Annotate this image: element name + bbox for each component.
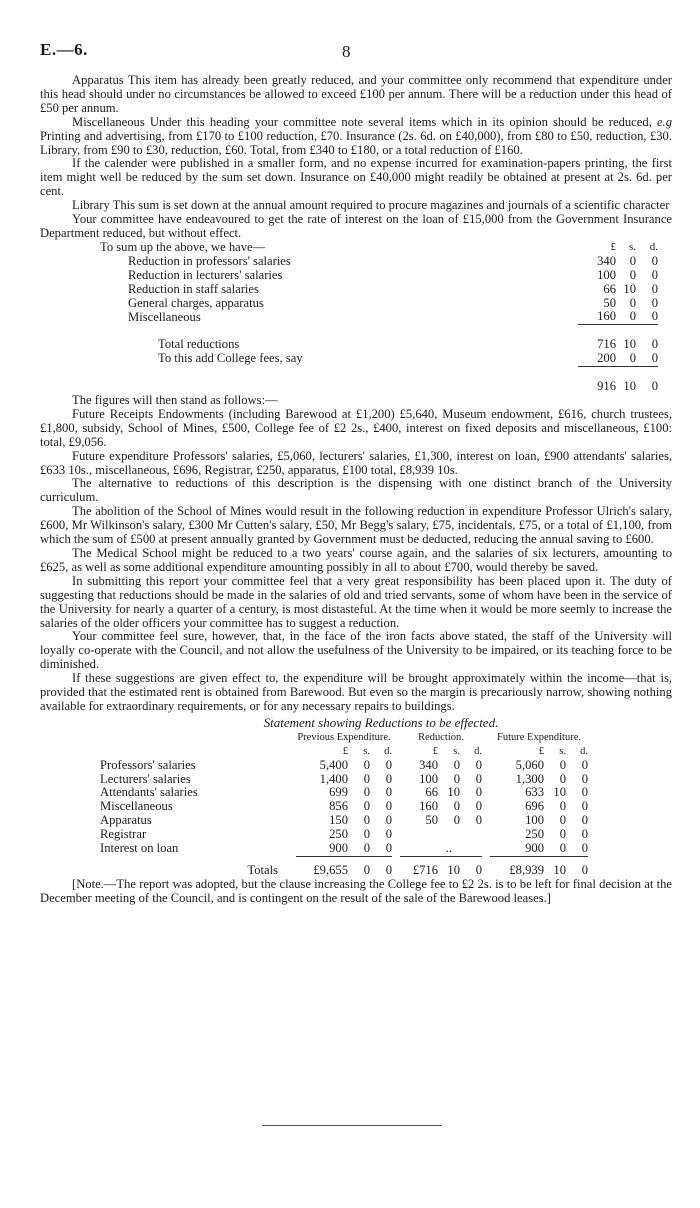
prev-pence: 0 [385, 757, 392, 772]
summary-header-row [100, 241, 658, 255]
red-shillings: 0 [453, 771, 460, 786]
unit-shillings: s. [628, 240, 636, 253]
fut-shillings: 0 [559, 771, 566, 786]
fut-pounds: 250 [525, 827, 544, 842]
red-pence: 0 [475, 757, 482, 772]
prev-pence: 0 [385, 771, 392, 786]
unit-shillings: s. [453, 745, 460, 757]
summary-shillings: 0 [629, 253, 636, 268]
fut-pounds: 900 [490, 842, 544, 856]
summary-pence: 0 [651, 337, 658, 352]
statement-rows [100, 759, 588, 857]
summary-label: Miscellaneous [128, 309, 201, 324]
fut-pence: 0 [566, 842, 588, 856]
paragraph-library [40, 199, 672, 213]
fut-pounds: 5,060 [515, 757, 544, 772]
red-pence: 0 [475, 799, 482, 814]
paragraph-lead: Future Receipts [72, 406, 154, 421]
prev-pounds: 900 [296, 842, 348, 856]
summary-pounds: 50 [603, 295, 616, 310]
paragraph-suggestions: If these suggestions are given effect to, the expenditure will be brought approximately within the income—that is, provided that the estimated rent is obtained from Barewood. But even so the margin is precariously narrow, showing nothing available for extraordinary requirements, or for any necessary repairs to buildings. [40, 671, 672, 713]
red-shillings: .. [438, 842, 460, 856]
fut-shillings: 0 [559, 827, 566, 842]
red-pounds: 340 [419, 757, 438, 772]
prev-shillings: 0 [363, 827, 370, 842]
paragraph-apparatus [40, 74, 672, 116]
summary-shillings: 10 [623, 337, 636, 352]
red-pence: 0 [475, 785, 482, 800]
paragraph-figures: The figures will then stand as follows:— [72, 393, 278, 408]
summary-row [100, 255, 658, 269]
col-header-future: Future Expenditure. [497, 731, 581, 743]
paragraph-lead: Library [72, 198, 110, 213]
statement-column-headers [100, 731, 588, 745]
summary-pounds: 66 [603, 281, 616, 296]
statement-row [100, 800, 588, 814]
red-shillings: 0 [453, 813, 460, 828]
prev-pence: 0 [385, 799, 392, 814]
paragraph-lead: Future expenditure [72, 448, 169, 463]
paragraph-future-expenditure [40, 450, 672, 478]
paragraph-alternative: The alternative to reductions of this description is the dispensing with one distinct branch of the University curriculum. [40, 476, 672, 505]
series-code: E.—6. [40, 40, 88, 59]
summary-pence: 0 [651, 267, 658, 282]
paragraph-interest: Your committee have endeavoured to get the rate of interest on the loan of £15,000 from the Government Insurance Department reduced, but without effect. [40, 212, 672, 240]
summary-label: Reduction in lecturers' salaries [128, 267, 283, 282]
summary-row [100, 269, 658, 283]
prev-pence: 0 [370, 842, 392, 856]
red-pounds [400, 842, 438, 856]
paragraph-school-of-mines: The abolition of the School of Mines would result in the following reduction in expenditure Professor Ulrich's salary, £600, Mr Wilkinson's salary, £300 Mr Cutten's salary, £50, Mr Begg's salary, £75, incidentals, £75, or a total of £1,100, from which the sum of £500 at present annually granted by Government must be deducted, reducing the annual saving to £600. [40, 504, 672, 547]
fut-pounds: 633 [525, 785, 544, 800]
red-pounds: 160 [419, 799, 438, 814]
prev-shillings: 0 [363, 757, 370, 772]
prev-pounds: 5,400 [319, 757, 348, 772]
statement-row-label: Interest on loan [100, 841, 179, 856]
summary-total-label: Total reductions [158, 337, 240, 352]
statement-row-label: Lecturers' salaries [100, 771, 191, 786]
end-rule [262, 1125, 442, 1126]
paragraph-future-receipts [40, 408, 672, 450]
fut-shillings: 0 [559, 799, 566, 814]
red-shillings: 0 [453, 757, 460, 772]
totals-fut-pence: 0 [581, 862, 588, 877]
unit-pounds: £ [432, 745, 438, 757]
red-shillings: 10 [447, 785, 460, 800]
fut-pounds: 100 [525, 813, 544, 828]
prev-pounds: 250 [329, 827, 348, 842]
unit-shillings: s. [363, 745, 370, 757]
unit-pence: d. [580, 745, 588, 757]
summary-table [100, 241, 658, 394]
red-pounds [400, 828, 438, 842]
fut-pounds: 1,300 [515, 771, 544, 786]
prev-pounds: 150 [329, 813, 348, 828]
unit-shillings: s. [559, 745, 566, 757]
prev-pounds: 856 [329, 799, 348, 814]
paragraph-medical-school: The Medical School might be reduced to a two years' course again, and the salaries of six lecturers, amounting to £625, as well as some additional expenditure amounting possibly in all to about £700, would thereby be saved. [40, 546, 672, 574]
report-body [40, 74, 672, 906]
totals-fut-shillings: 10 [553, 862, 566, 877]
grand-shillings: 10 [623, 379, 636, 394]
unit-pence: d. [474, 745, 482, 757]
statement-row-label: Miscellaneous [100, 799, 173, 814]
paragraph-miscellaneous [40, 116, 672, 158]
red-shillings [438, 828, 460, 842]
statement-totals-row [100, 864, 588, 878]
col-header-previous: Previous Expenditure. [297, 731, 391, 743]
paragraph-staff-cooperation: Your committee feel sure, however, that, in the face of the iron facts above stated, the staff of the University will loyally co-operate with the Council, and not allow the usefulness of the University to be impaired, or its teaching force to be diminished. [40, 629, 672, 672]
totals-prev-pounds: £9,655 [313, 862, 348, 877]
summary-pounds: 340 [597, 253, 616, 268]
fut-shillings: 0 [559, 813, 566, 828]
fut-pounds: 696 [525, 799, 544, 814]
eg-abbrev: e.g [656, 114, 672, 129]
totals-red-pounds: £716 [412, 862, 438, 877]
totals-prev-pence: 0 [385, 862, 392, 877]
paragraph-text: Endowments (including Barewood at £1,200) £5,640, Museum endowment, £616, church trustees, £1,800, subsidy, School of Mines, £500, College fee of £2 2s., £400, interest on fixed deposits and miscellaneous, £100: total, £9,056. [40, 406, 672, 449]
summary-label: General charges, apparatus [128, 295, 264, 310]
paragraph-calender: If the calender were published in a smaller form, and no expense incurred for examination-papers printing, the first item might well be reduced by the sum set down. Insurance on £40,000 might readily be obtained at present at 2s. 6d. per cent. [40, 156, 672, 199]
statement-row-label: Registrar [100, 827, 147, 842]
summary-total-label: To this add College fees, say [158, 351, 303, 366]
spacer-row [100, 367, 658, 381]
summary-total-row [100, 352, 658, 366]
totals-fut-pounds: £8,939 [509, 862, 544, 877]
fut-shillings: 10 [553, 785, 566, 800]
summary-row [100, 297, 658, 311]
statement-row [100, 814, 588, 828]
summary-pence: 0 [636, 352, 658, 366]
totals-prev-shillings: 0 [363, 862, 370, 877]
grand-pence: 0 [651, 379, 658, 394]
paragraph-lead: Miscellaneous [72, 114, 145, 129]
prev-pence: 0 [385, 785, 392, 800]
unit-pence: d. [384, 745, 392, 757]
fut-shillings: 0 [544, 842, 566, 856]
red-pence: 0 [475, 771, 482, 786]
paragraph-text: This item has already been greatly reduced, and your committee only recommend that expenditure under this head should under no circumstances be allowed to exceed £100 per annum. There will be a reduction under this head of £50 per annum. [40, 73, 672, 115]
prev-pounds: 1,400 [319, 771, 348, 786]
statement-row-label: Attendants' salaries [100, 785, 198, 800]
summary-pence: 0 [651, 253, 658, 268]
red-pence [460, 842, 482, 856]
summary-label: Reduction in professors' salaries [128, 253, 291, 268]
totals-red-shillings: 10 [447, 862, 460, 877]
statement-row [100, 842, 588, 856]
red-pounds: 66 [425, 785, 438, 800]
statement-row-label: Professors' salaries [100, 757, 196, 772]
summary-pence: 0 [636, 310, 658, 324]
fut-pence: 0 [581, 785, 588, 800]
summary-label: Reduction in staff salaries [128, 281, 259, 296]
paragraph-text: This sum is set down at the annual amount required to procure magazines and journals of a scientific character [109, 198, 670, 213]
fut-pence: 0 [581, 771, 588, 786]
prev-shillings: 0 [363, 785, 370, 800]
summary-shillings: 0 [629, 295, 636, 310]
prev-pence: 0 [385, 827, 392, 842]
prev-shillings: 0 [363, 799, 370, 814]
summary-row [100, 283, 658, 297]
summary-pence: 0 [651, 281, 658, 296]
statement-title: Statement showing Reductions to be effected. [263, 714, 499, 730]
paragraph-text: Printing and advertising, from £170 to £100 reduction, £70. Insurance (2s. 6d. on £40,000), from £80 to £50, reduction, £30. Library, from £90 to £30, reduction, £60. Total, from £340 to £180, or a total reduction of £160. [40, 128, 672, 157]
unit-pounds: £ [342, 745, 348, 757]
statement-table [100, 731, 588, 878]
prev-pounds: 699 [329, 785, 348, 800]
summary-pence: 0 [651, 295, 658, 310]
prev-shillings: 0 [348, 842, 370, 856]
note-paragraph: [Note.—The report was adopted, but the clause increasing the College fee to £2 2s. is to be left for final decision at the December meeting of the Council, and is contingent on the result of the sale of the Barewood leases.] [40, 876, 672, 905]
fut-pence: 0 [581, 757, 588, 772]
red-shillings: 0 [453, 799, 460, 814]
paragraph-responsibility: In submitting this report your committee feel that a very great responsibility has been placed upon it. The duty of suggesting that reductions should be made in the salaries of old and tried servants, some of whom have been in the service of the University for nearly a quarter of a century, is most distasteful. At the time when it would be more seemly to increase the salaries of the older officers your committee has to suggest a reduction. [40, 573, 672, 630]
statement-row [100, 786, 588, 800]
fut-shillings: 0 [559, 757, 566, 772]
fut-pence: 0 [581, 799, 588, 814]
summary-grand-total-row [100, 380, 658, 394]
spacer-row [100, 325, 658, 339]
statement-row [100, 773, 588, 787]
prev-shillings: 0 [363, 771, 370, 786]
fut-pence: 0 [581, 827, 588, 842]
unit-pounds: £ [538, 745, 544, 757]
prev-pence: 0 [385, 813, 392, 828]
statement-row-label: Apparatus [100, 813, 152, 828]
summary-pounds: 100 [597, 267, 616, 282]
red-pence: 0 [475, 813, 482, 828]
summary-shillings: 0 [616, 352, 636, 366]
paragraph-lead: Apparatus [72, 73, 124, 87]
page-number: 8 [342, 42, 351, 61]
statement-row [100, 759, 588, 773]
summary-shillings: 0 [629, 267, 636, 282]
summary-row [100, 310, 658, 324]
summary-total-row [100, 338, 658, 352]
red-pounds: 100 [419, 771, 438, 786]
summary-intro: To sum up the above, we have— [100, 239, 266, 254]
unit-pounds: £ [610, 240, 616, 253]
grand-pounds: 916 [597, 379, 616, 394]
col-header-reduction: Reduction. [418, 731, 464, 743]
statement-units-row [100, 745, 588, 759]
statement-row [100, 828, 588, 842]
red-pounds: 50 [425, 813, 438, 828]
fut-pence: 0 [581, 813, 588, 828]
summary-pounds: 200 [578, 352, 616, 366]
unit-pence: d. [649, 240, 658, 253]
totals-red-pence: 0 [475, 862, 482, 877]
red-pence [460, 828, 482, 842]
prev-shillings: 0 [363, 813, 370, 828]
summary-pounds: 160 [578, 310, 616, 324]
paragraph-text: Professors' salaries, £5,060, lecturers' salaries, £1,300, interest on loan, £900 attendants' salaries, £633 10s., miscellaneous, £696, Registrar, £250, apparatus, £100 total, £8,939 10s. [40, 448, 672, 477]
summary-shillings: 0 [616, 310, 636, 324]
totals-label: Totals [247, 862, 278, 877]
summary-shillings: 10 [623, 281, 636, 296]
paragraph-text: Under this heading your committee note several items which in its opinion should be reduced, [144, 114, 657, 129]
summary-pounds: 716 [597, 337, 616, 352]
